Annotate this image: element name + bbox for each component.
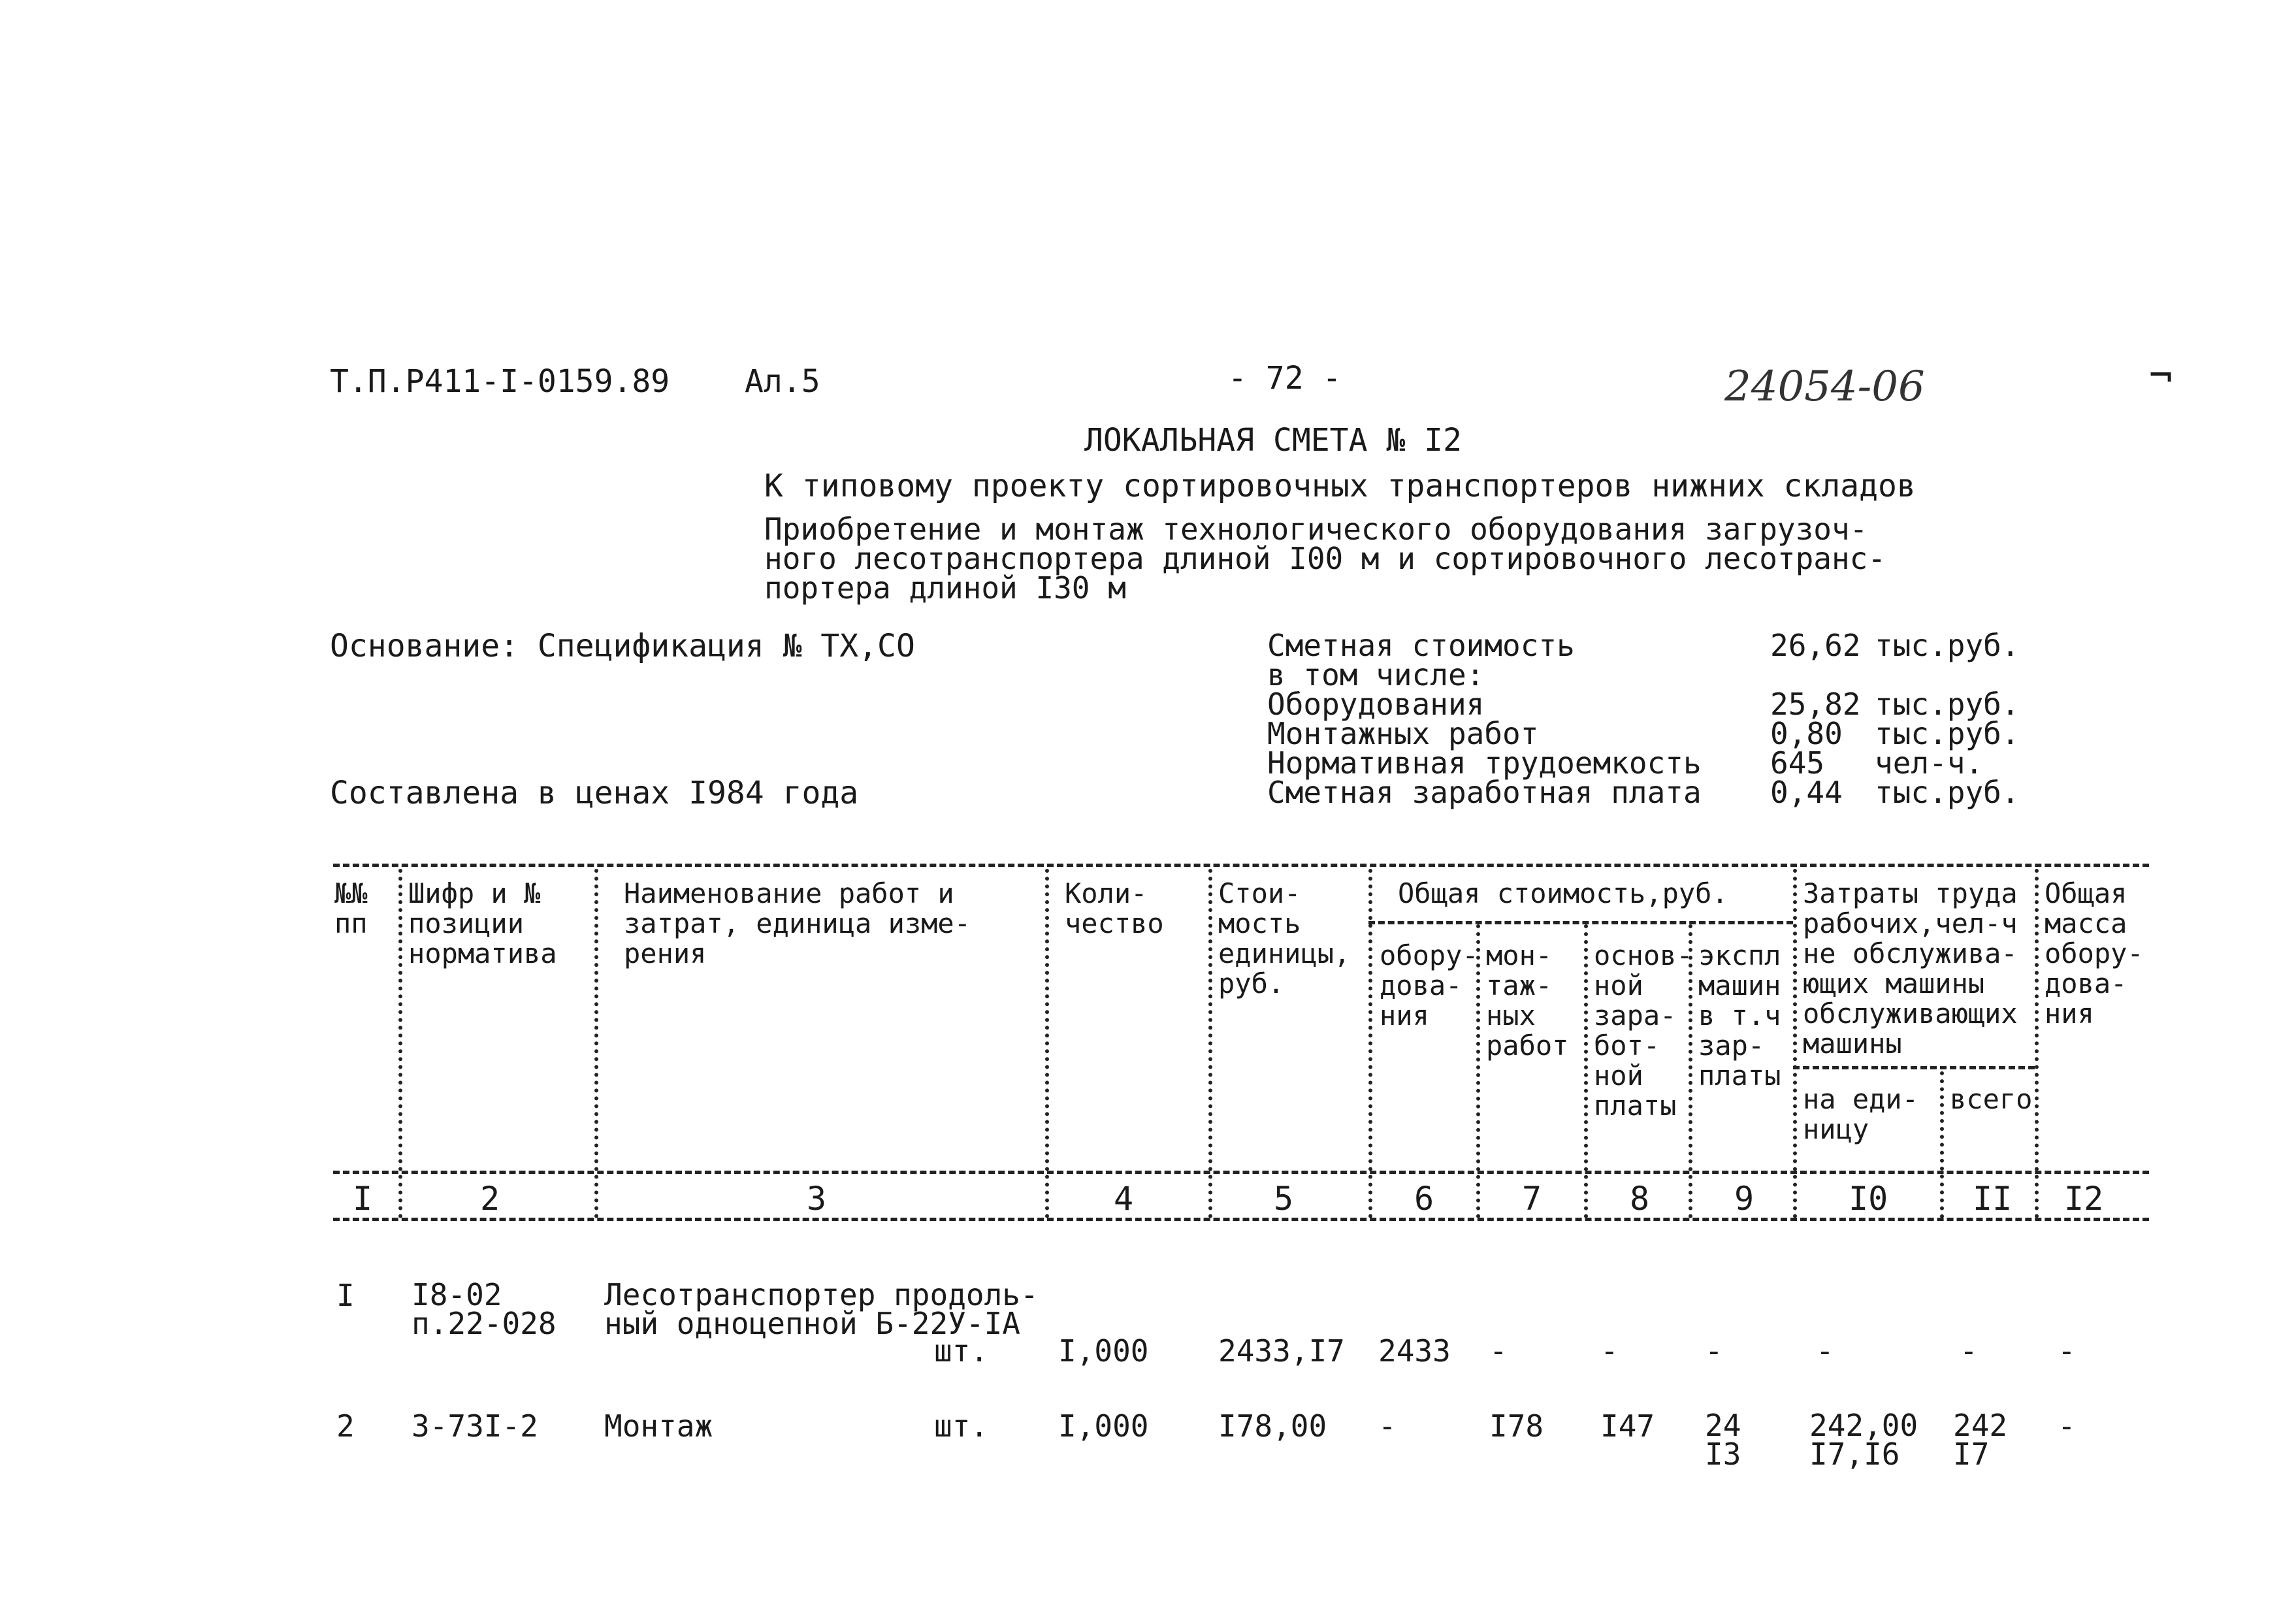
col-number-4: 4 <box>1114 1180 1134 1218</box>
table-row-2-mass: - <box>2058 1408 2076 1444</box>
subject-line-3: портера длиной I30 м <box>764 570 1126 606</box>
table-row-1-labor-unit: - <box>1816 1333 1834 1369</box>
table-row-1-name: Лесотранспортер продоль- ный одноцепной Б-22У-IA <box>604 1277 1039 1341</box>
col-number-5: 5 <box>1274 1180 1294 1218</box>
col-number-1: I <box>353 1180 373 1218</box>
table-row-1-unit: шт. <box>934 1333 989 1369</box>
table-row-1-labor-total: - <box>1960 1333 1978 1369</box>
col-number-6: 6 <box>1414 1180 1434 1218</box>
summary-total-unit: тыс.руб. <box>1875 628 2020 663</box>
page-number: - 72 - <box>1228 360 1342 397</box>
table-row-1-number: I <box>336 1278 355 1313</box>
project-line: К типовому проекту сортировочных транспортеров нижних складов <box>764 468 1916 504</box>
summary-equipment-unit: тыс.руб. <box>1875 687 2020 722</box>
number-row-rule <box>333 1218 2149 1221</box>
summary-wage-label: Сметная заработная плата <box>1267 775 1702 810</box>
table-row-2-name: Монтаж <box>604 1408 713 1444</box>
subject-line-1: Приобретение и монтаж технологического оборудования загрузоч- <box>764 511 1868 547</box>
header-labor-costs: Затраты труда рабочих,чел-ч не обслужива- ющих машины обслуживающих машины <box>1803 877 2018 1060</box>
album-number: Ал.5 <box>745 363 820 400</box>
header-col-6: обору- дова- ния <box>1380 939 1479 1031</box>
table-row-2-code: 3-73I-2 <box>412 1408 538 1444</box>
header-col-9: экспл машин в т.ч зар- платы <box>1698 939 1781 1092</box>
col-sep-1 <box>398 869 402 1218</box>
table-row-2-machine: 24 I3 <box>1705 1408 1741 1472</box>
col-number-7: 7 <box>1522 1180 1542 1218</box>
basis-specification: Основание: Спецификация № ТХ,СО <box>330 628 915 664</box>
header-col-1: №№ пп <box>334 877 368 939</box>
summary-equipment-label: Оборудования <box>1267 687 1485 722</box>
col-number-3: 3 <box>807 1180 827 1218</box>
col-sep-5 <box>1368 869 1372 1218</box>
table-row-1-mass: - <box>2058 1333 2076 1369</box>
table-row-2-equipment: - <box>1378 1408 1397 1444</box>
col-number-8: 8 <box>1630 1180 1650 1218</box>
document-code: Т.П.Р411-I-0159.89 <box>330 363 670 400</box>
summary-install-unit: тыс.руб. <box>1875 716 2020 751</box>
header-col-5: Стои- мость единицы, руб. <box>1218 877 1351 999</box>
summary-install-label: Монтажных работ <box>1267 716 1539 751</box>
summary-total-label: Сметная стоимость <box>1267 628 1575 663</box>
col-number-9: 9 <box>1734 1180 1754 1218</box>
table-top-rule <box>333 864 2149 867</box>
table-row-2-unit: шт. <box>934 1408 989 1444</box>
table-row-1-quantity: I,000 <box>1058 1333 1149 1369</box>
header-col-12: Общая масса обору- дова- ния <box>2045 877 2144 1030</box>
summary-total-value: 26,62 <box>1770 628 1861 663</box>
summary-equipment-value: 25,82 <box>1770 687 1861 722</box>
price-level: Составлена в ценах I984 года <box>330 775 859 811</box>
table-row-2-number: 2 <box>336 1408 355 1444</box>
summary-wage-unit: тыс.руб. <box>1875 775 2020 810</box>
col-number-11: II <box>1973 1180 2013 1218</box>
header-col-8: основ- ной зара- бот- ной платы <box>1594 939 1693 1122</box>
header-col-4: Коли- чество <box>1065 877 1164 939</box>
table-row-1-code: I8-02 п.22-028 <box>412 1277 557 1341</box>
col-number-12: I2 <box>2064 1180 2104 1218</box>
table-row-2-quantity: I,000 <box>1058 1408 1149 1444</box>
table-row-1-machine: - <box>1705 1333 1723 1369</box>
cost-subheader-rule <box>1368 921 1793 924</box>
header-bottom-rule <box>333 1171 2149 1174</box>
summary-labor-value: 645 <box>1770 745 1825 781</box>
estimate-title: ЛОКАЛЬНАЯ СМЕТА № I2 <box>1084 422 1462 459</box>
header-col-2: Шифр и № позиции норматива <box>408 877 557 969</box>
table-row-2-install: I78 <box>1489 1408 1544 1444</box>
subject-line-2: ного лесотранспортера длиной I00 м и сортировочного лесотранс- <box>764 541 1886 576</box>
col-sep-9 <box>1793 869 1797 1218</box>
table-row-1-base-wage: - <box>1600 1333 1619 1369</box>
col-sep-4 <box>1208 869 1212 1218</box>
summary-install-value: 0,80 <box>1770 716 1843 751</box>
header-col-3: Наименование работ и затрат, единица изме- рения <box>624 877 971 969</box>
header-col-7: мон- таж- ных работ <box>1486 939 1569 1062</box>
summary-labor-label: Нормативная трудоемкость <box>1267 745 1702 781</box>
header-col-10: на еди- ницу <box>1803 1083 1919 1145</box>
table-row-2-labor-total: 242 I7 <box>1953 1408 2008 1472</box>
corner-mark: ¬ <box>2149 353 2173 398</box>
table-row-1-unit-cost: 2433,I7 <box>1218 1333 1345 1369</box>
col-sep-2 <box>594 869 598 1218</box>
table-row-2-unit-cost: I78,00 <box>1218 1408 1327 1444</box>
col-number-10: I0 <box>1849 1180 1888 1218</box>
table-row-1-install: - <box>1489 1333 1508 1369</box>
summary-including: в том числе: <box>1267 657 1485 692</box>
summary-wage-value: 0,44 <box>1770 775 1843 810</box>
handwritten-inventory-number: 24054-06 <box>1724 363 1925 411</box>
col-sep-7 <box>1584 924 1588 1218</box>
col-sep-3 <box>1045 869 1049 1218</box>
header-total-cost: Общая стоимость,руб. <box>1398 877 1728 909</box>
table-row-2-labor-unit: 242,00 I7,I6 <box>1809 1408 1918 1472</box>
table-row-1-equipment: 2433 <box>1378 1333 1451 1369</box>
table-row-2-base-wage: I47 <box>1600 1408 1655 1444</box>
summary-labor-unit: чел-ч. <box>1875 745 1984 781</box>
col-sep-10 <box>1940 1071 1944 1218</box>
col-sep-11 <box>2035 869 2039 1218</box>
header-col-11: всего <box>1950 1083 2033 1115</box>
labor-subheader-rule <box>1793 1066 2035 1069</box>
col-number-2: 2 <box>480 1180 500 1218</box>
